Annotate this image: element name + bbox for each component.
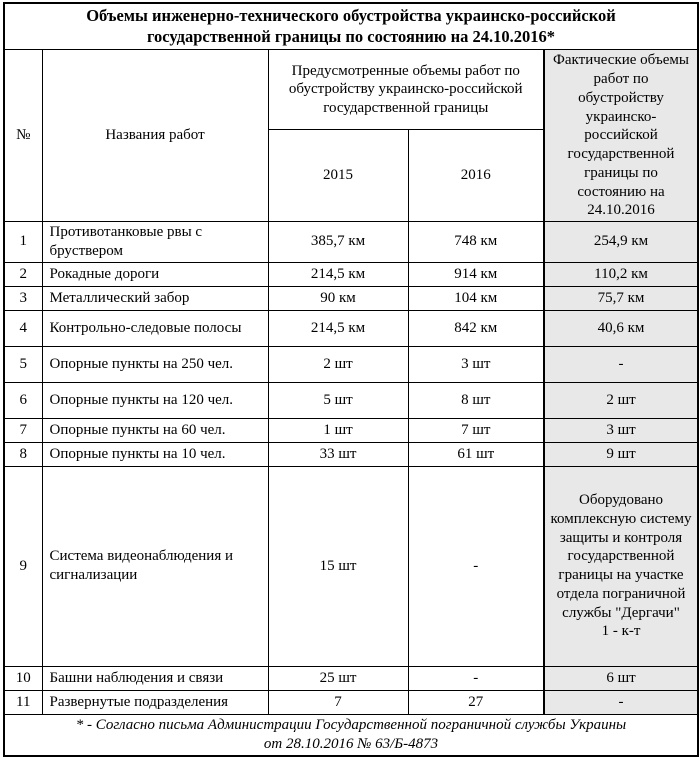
row-number: 8 [4, 442, 42, 466]
col-header-work-name: Названия работ [42, 50, 268, 222]
value-actual [544, 466, 698, 666]
work-name: Башни наблюдения и связи [42, 666, 268, 690]
value-2015: 2 шт [268, 346, 408, 382]
value-2015: 1 шт [268, 418, 408, 442]
value-2015: 7 [268, 690, 408, 714]
actual-description: Оборудовано комплексную систему защиты и контроля государственной границы на участке отдела пограничной службы "Дергачи" [550, 492, 692, 621]
row-number: 10 [4, 666, 42, 690]
value-2016: 748 км [408, 222, 544, 263]
value-actual: 254,9 км [544, 222, 698, 263]
value-actual: 3 шт [544, 418, 698, 442]
table-row-4 [4, 310, 698, 346]
value-2016: 842 км [408, 310, 544, 346]
work-name: Опорные пункты на 60 чел. [42, 418, 268, 442]
work-name: Металлический забор [42, 286, 268, 310]
value-2015: 15 шт [268, 466, 408, 666]
document-title: Объемы инженерно-технического обустройства украинско-российской государственной границы по состоянию на 24.10.2016* [4, 3, 698, 50]
table-row-11 [4, 690, 698, 714]
work-name: Контрольно-следовые полосы [42, 310, 268, 346]
table-row-1 [4, 222, 698, 263]
col-header-planned-group: Предусмотренные объемы работ по обустройству украинско-российской государственной границы [268, 50, 544, 130]
value-2016: - [408, 666, 544, 690]
value-2016: - [408, 466, 544, 666]
header-row-group [4, 50, 698, 130]
value-actual: - [544, 346, 698, 382]
table-row-2 [4, 262, 698, 286]
col-header-2015: 2015 [268, 130, 408, 222]
value-2015: 214,5 км [268, 310, 408, 346]
table-row-7 [4, 418, 698, 442]
col-header-actual: Фактические объемы работ по обустройству украинско-российской государственной границы по состоянию на 24.10.2016 [544, 50, 698, 222]
footnote-line-1: * - Согласно письма Администрации Государственной пограничной службы Украины [75, 716, 627, 733]
value-2016: 61 шт [408, 442, 544, 466]
row-number: 7 [4, 418, 42, 442]
table-row-10 [4, 666, 698, 690]
value-actual: 9 шт [544, 442, 698, 466]
value-actual: 75,7 км [544, 286, 698, 310]
row-number: 4 [4, 310, 42, 346]
row-number: 6 [4, 382, 42, 418]
row-number: 9 [4, 466, 42, 666]
col-header-2016: 2016 [408, 130, 544, 222]
value-2015: 214,5 км [268, 262, 408, 286]
border-works-table [3, 2, 699, 757]
value-2016: 7 шт [408, 418, 544, 442]
work-name: Опорные пункты на 250 чел. [42, 346, 268, 382]
table-row-8 [4, 442, 698, 466]
work-name: Развернутые подразделения [42, 690, 268, 714]
value-2016: 104 км [408, 286, 544, 310]
value-actual: 110,2 км [544, 262, 698, 286]
value-2016: 914 км [408, 262, 544, 286]
table-row-9 [4, 466, 698, 666]
title-row [4, 3, 698, 50]
footnote [4, 714, 698, 756]
work-name: Система видеонаблюдения и сигнализации [42, 466, 268, 666]
work-name: Опорные пункты на 10 чел. [42, 442, 268, 466]
col-header-number: № [4, 50, 42, 222]
row-number: 3 [4, 286, 42, 310]
footnote-row [4, 714, 698, 756]
value-actual: 2 шт [544, 382, 698, 418]
table-row-6 [4, 382, 698, 418]
value-actual: 40,6 км [544, 310, 698, 346]
value-actual: 6 шт [544, 666, 698, 690]
table-row-3 [4, 286, 698, 310]
row-number: 2 [4, 262, 42, 286]
actual-note: 1 - к-т [601, 623, 641, 640]
row-number: 5 [4, 346, 42, 382]
work-name: Рокадные дороги [42, 262, 268, 286]
value-2016: 8 шт [408, 382, 544, 418]
row-number: 11 [4, 690, 42, 714]
value-2015: 5 шт [268, 382, 408, 418]
value-2015: 385,7 км [268, 222, 408, 263]
value-2016: 27 [408, 690, 544, 714]
value-actual: - [544, 690, 698, 714]
value-2015: 25 шт [268, 666, 408, 690]
value-2016: 3 шт [408, 346, 544, 382]
work-name: Противотанковые рвы с бруствером [42, 222, 268, 263]
value-2015: 90 км [268, 286, 408, 310]
row-number: 1 [4, 222, 42, 263]
footnote-line-2: от 28.10.2016 № 63/Б-4873 [263, 735, 439, 752]
table-row-5 [4, 346, 698, 382]
value-2015: 33 шт [268, 442, 408, 466]
work-name: Опорные пункты на 120 чел. [42, 382, 268, 418]
